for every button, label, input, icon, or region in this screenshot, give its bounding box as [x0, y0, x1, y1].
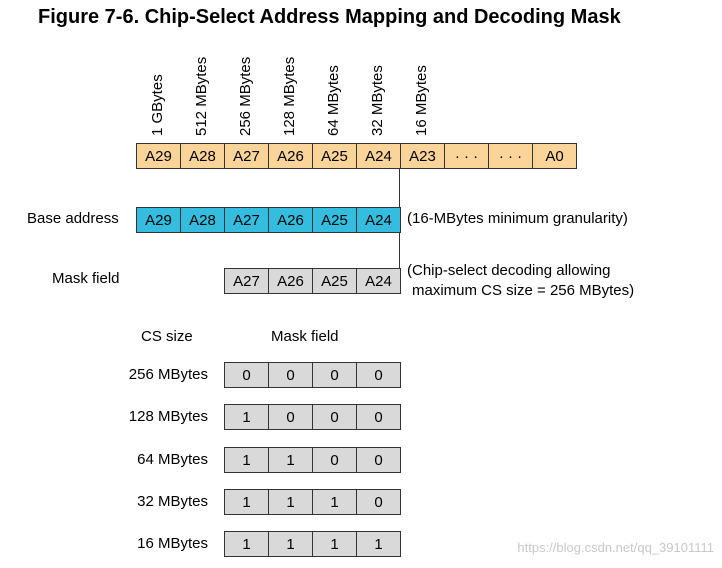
size-label: 16 MBytes — [413, 65, 430, 136]
base-address-bit-cell: A29 — [136, 207, 181, 233]
base-address-label: Base address — [27, 210, 119, 227]
connector-line-base — [399, 168, 400, 209]
mask-value-cell: 1 — [312, 489, 357, 515]
mask-value-cell: 1 — [224, 447, 269, 473]
watermark: https://blog.csdn.net/qq_39101111 — [517, 540, 714, 555]
address-bit-cell: A23 — [400, 143, 445, 169]
mask-value-cell: 0 — [312, 447, 357, 473]
mask-value-cell: 0 — [356, 489, 401, 515]
mask-value-cell: 1 — [312, 531, 357, 557]
address-bit-cell: A0 — [532, 143, 577, 169]
base-address-bit-cell: A25 — [312, 207, 357, 233]
size-label: 256 MBytes — [237, 56, 254, 136]
cs-size-label: 64 MBytes — [137, 451, 208, 468]
base-address-bit-cell: A26 — [268, 207, 313, 233]
size-label: 64 MBytes — [325, 65, 342, 136]
mask-value-cell: 1 — [224, 404, 269, 430]
size-label: 128 MBytes — [281, 56, 298, 136]
cs-size-label: 256 MBytes — [128, 366, 208, 383]
mask-value-cell: 1 — [356, 531, 401, 557]
address-bit-cell: A24 — [356, 143, 401, 169]
address-bit-cell: A29 — [136, 143, 181, 169]
mask-field-bit-cell: A24 — [356, 268, 401, 294]
figure-title: Figure 7-6. Chip-Select Address Mapping and Decoding Mask — [38, 6, 621, 28]
table-header-cs-size: CS size — [141, 328, 193, 345]
mask-value-cell: 0 — [356, 362, 401, 388]
size-label: 32 MBytes — [369, 65, 386, 136]
connector-line-mask — [399, 233, 400, 268]
mask-value-cell: 1 — [268, 489, 313, 515]
size-label: 1 GBytes — [149, 74, 166, 136]
mask-value-cell: 0 — [224, 362, 269, 388]
cs-size-label: 128 MBytes — [128, 408, 208, 425]
address-bit-cell: · · · — [488, 143, 533, 169]
mask-field-label: Mask field — [52, 270, 120, 287]
mask-value-cell: 0 — [356, 447, 401, 473]
address-bit-cell: · · · — [444, 143, 489, 169]
mask-value-cell: 0 — [312, 404, 357, 430]
mask-field-bit-cell: A27 — [224, 268, 269, 294]
mask-value-cell: 0 — [356, 404, 401, 430]
base-address-bit-cell: A27 — [224, 207, 269, 233]
mask-value-cell: 0 — [312, 362, 357, 388]
cs-size-label: 32 MBytes — [137, 493, 208, 510]
address-bit-cell: A27 — [224, 143, 269, 169]
mask-field-bit-cell: A26 — [268, 268, 313, 294]
address-bit-cell: A28 — [180, 143, 225, 169]
base-address-note: (16-MBytes minimum granularity) — [407, 210, 628, 227]
size-label: 512 MBytes — [193, 56, 210, 136]
mask-value-cell: 0 — [268, 404, 313, 430]
mask-field-note-line2: maximum CS size = 256 MBytes) — [412, 282, 635, 299]
cs-size-label: 16 MBytes — [137, 535, 208, 552]
address-bit-cell: A25 — [312, 143, 357, 169]
mask-value-cell: 1 — [268, 531, 313, 557]
table-header-mask-field: Mask field — [271, 328, 339, 345]
mask-value-cell: 1 — [224, 531, 269, 557]
mask-field-note-line1: (Chip-select decoding allowing — [407, 262, 611, 279]
address-bit-cell: A26 — [268, 143, 313, 169]
mask-value-cell: 1 — [224, 489, 269, 515]
mask-value-cell: 0 — [268, 362, 313, 388]
base-address-bit-cell: A28 — [180, 207, 225, 233]
mask-field-bit-cell: A25 — [312, 268, 357, 294]
base-address-bit-cell: A24 — [356, 207, 401, 233]
mask-value-cell: 1 — [268, 447, 313, 473]
